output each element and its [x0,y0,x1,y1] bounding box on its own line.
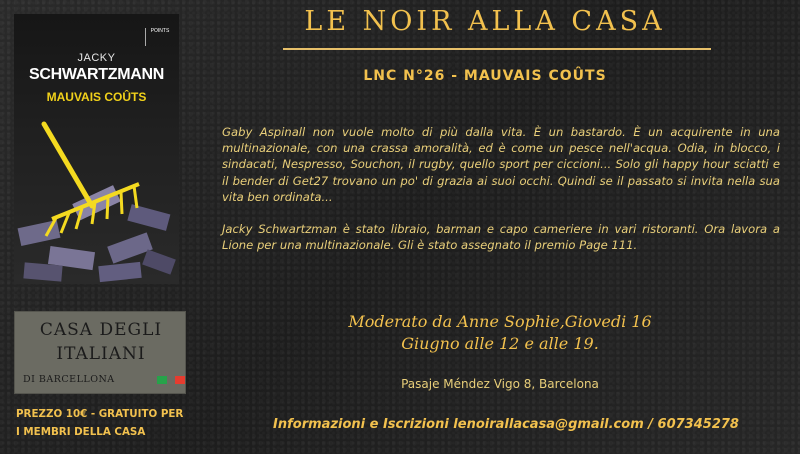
flag-green-icon [157,376,167,384]
book-author-last: SCHWARTZMANN [28,66,165,83]
logo-text-line1: CASA DEGLI [39,320,163,340]
event-date-line: Giugno alle 12 e alle 19. [401,334,599,353]
price-line1: PREZZO 10€ - GRATUITO PER [16,408,184,420]
event-address: Pasaje Méndez Vigo 8, Barcelona [401,377,599,391]
book-description [222,124,780,269]
rake-money-illustration [14,114,179,284]
price-line2: I MEMBRI DELLA CASA [16,426,146,438]
author-bio-paragraph: Jacky Schwartzman è stato libraio, barman e capo cameriere in vari ristoranti. Ora lavora a Lione per una multinazionale. Gli è stato assegnato il premio Page 111. [222,222,780,253]
book-title: MAUVAIS COÛTS [46,90,147,104]
contact-info[interactable]: Informazioni e Iscrizioni lenoirallacasa@gmail.com / 607345278 [273,417,739,432]
event-moderator-line: Moderato da Anne Sophie,Giovedi 16 [348,312,652,331]
book-cover [14,14,179,284]
price-note [16,405,196,441]
flag-red-icon [175,376,185,384]
casa-degli-italiani-logo [14,311,186,394]
description-paragraph: Gaby Aspinall non vuole molto di più dalla vita. È un bastardo. È un acquirente in una multinazionale, con una crassa amoralità, ed è come un pesce nell'acqua. Odia, in blocco, i sindacati, Nespresso, Souchon, il rugby, quello sport per ciccioni... Solo gli happy hour sciatti e il bender di Get27 trovano un po' di grazia ai suoi occhi. Quindi se il passato si invita nella sua vita ben ordinata... [222,125,780,204]
page-subtitle: LNC N°26 - MAUVAIS COÛTS [363,68,607,84]
event-details [250,311,750,355]
logo-text-line2: ITALIANI [56,344,146,364]
logo-text-line3: DI BARCELLONA [23,374,115,385]
title-divider [283,48,711,50]
publisher-logo: POINTS [145,28,174,46]
book-author-first: JACKY [77,52,116,64]
page-title: LE NOIR ALLA CASA [304,6,666,37]
